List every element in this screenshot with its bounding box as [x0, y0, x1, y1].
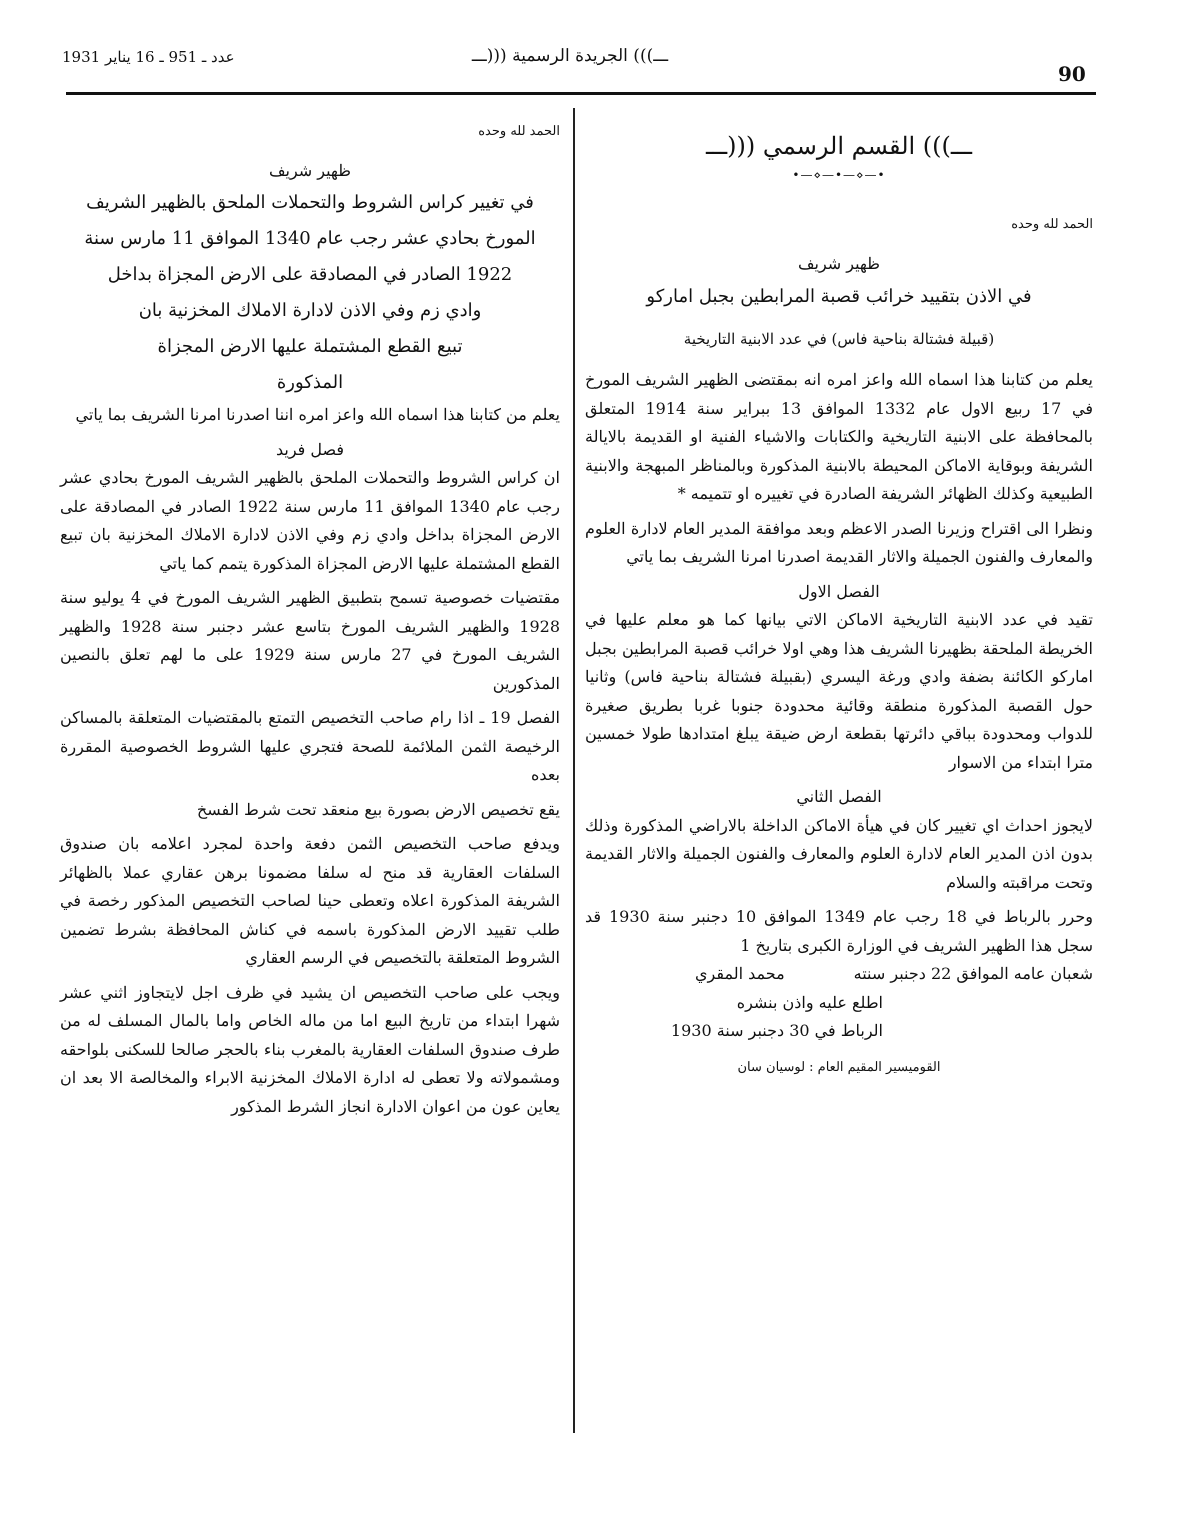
special-provisions: مقتضيات خصوصية تسمح بتطبيق الظهير الشريف المورخ في 4 يوليو سنة 1928 والظهير الشريف المورخ بتاسع عشر دجنبر سنة 1928 والظهير الشريف المورخ في 27 مارس سنة 1929 على ما لهم تعلق بالنصين المذكورين: [60, 588, 561, 693]
praise-line: الحمد لله وحده: [1011, 217, 1093, 232]
dahir-proposal: ونظرا الى اقتراح وزيرنا الصدر الاعظم وبعد موافقة المدير العام لادارة العلوم والمعارف والفنون الجميلة والاثار القديمة اصدرنا امرنا الشريف بما ياتي: [585, 518, 1093, 566]
article-2-text: لايجوز احداث اي تغيير كان في هيأة الاماكن الداخلة بالاراضي المذكورة وذلك بدون اذن المدير العام لادارة العلوم والمعارف والفنون الجميلة والاثار القديمة وتحت مراقبته والسلام: [585, 815, 1093, 892]
payment-clause: ويدفع صاحب التخصيص الثمن دفعة واحدة لمجرد اعلامه بان صندوق السلفات العقارية قد منح له سلفا مضمونا برهن عقاري عملا بالظهائر الشريفة المذكورة اعلاه وتعطى حينا لصاحب التخصيص المذكور رخصة في طلب تقييد الارض المذكورة باسمه في كناش المحافظة بشرط تضمين الشروط المتعلقة بالتخصيص في الرسم العقاري: [60, 834, 560, 967]
dahir-label: ظهير شريف: [797, 253, 881, 273]
article-text: ان كراس الشروط والتحملات الملحق بالظهير الشريف المورخ بحادي عشر رجب عام 1340 الموافق 11 مارس سنة 1922 الصادر في المصادقة على الارض المجزاة بداخل وادي زم وفي الاذن لادارة الاملاك المخزنية بان تبيع القطع المشتملة عليها الارض المجزاة المذكورة يتمم كما ياتي: [60, 468, 560, 573]
closing-date: شعبان عامه الموافق 22 دجنبر سنته: [853, 964, 1093, 983]
dahir-subject-line: تبيع القطع المشتملة عليها الارض المجزاة: [157, 336, 463, 357]
closing-text: وحرر بالرباط في 18 رجب عام 1349 الموافق 10 دجنبر سنة 1930 قد سجل هذا الظهير الشريف في الوزارة الكبرى بتاريخ 1: [585, 907, 1093, 955]
commissioner-line: القوميسير المقيم العام : لوسيان سان: [737, 1059, 941, 1075]
official-section-title: ـــ))) القسم الرسمي (((ـــ: [706, 132, 972, 160]
dahir-intro: يعلم من كتابنا هذا اسماه الله واعز امره اننا اصدرنا امرنا الشريف بما ياتي: [75, 405, 560, 424]
dahir-subject-line: (قبيلة فشتالة بناحية فاس) في عدد الابنية التاريخية: [683, 330, 995, 348]
dahir-intro: يعلم من كتابنا هذا اسماه الله واعز امره انه بمقتضى الظهير الشريف المورخ في 17 ربيع الاول عام 1332 الموافق 13 ببراير سنة 1914 المتعلق بالمحافظة على الابنية التاريخية والكتابات والاشياء الفنية او القديمة بالايالة الشريفة وبوقاية الاماكن المحيطة بالابنية المذكورة وبالمناظر المبهجة والابنية الطبيعية وكذلك الظهائر الشريفة الصادرة في تغييره او تتميمه *: [585, 370, 1094, 503]
obligation-clause: ويجب على صاحب التخصيص ان يشيد في ظرف اجل لايتجاوز اثني عشر شهرا ابتداء من تاريخ البيع اما من ماله الخاص واما بالمال المسلف له من طرف صندوق السلفات العقارية بالمغرب بناء بالحجر صالحا للسكنى بلواحقه ومشمولاته ولا تعطى له ادارة الاملاك المخزنية الابراء والمخالصة الا بعد ان يعاين عون من اعوان الادارة انجاز الشرط المذكور: [60, 982, 561, 1116]
dahir-subject-line: في تغيير كراس الشروط والتحملات الملحق بالظهير الشريف: [86, 192, 534, 213]
article-1-text: تقيد في عدد الابنية التاريخية الاماكن الاتي بيانها كما هو معلم عليها في الخريطة الملحقة بظهيرنا الشريف هذا وهي اولا خرائب قصبة المرابطين بجبل امارکو الكائنة بضفة وادي ورغة اليسري (بقبيلة فشتالة بناحية فاس) وثانيا حول القصبة المذكورة منطقة وقائية محدودة جنوبا غربا بطريق صغيرة للدواب ومحدودة بباقي دائرتها بقطعة ارض ضيقة يبلغ امتدادها طولا خمسين مترا ابتداء من الاسوار: [585, 610, 1093, 772]
dahir-subject-line: في الاذن بتقييد خرائب قصبة المرابطين بجبل امارکو: [646, 286, 1032, 307]
gazette-title: ـــ))) الجريدة الرسمية (((ـــ: [471, 46, 669, 66]
dahir-subject: [585, 278, 1093, 358]
dahir-subject-line: المذكورة: [276, 372, 344, 393]
header-rule: [66, 92, 1096, 95]
column-divider: [573, 108, 575, 1433]
article-title: فصل فريد: [275, 439, 345, 459]
article-2-title: الفصل الثاني: [796, 787, 882, 806]
dahir-subject-line: 1922 الصادر في المصادقة على الارض المجزاة بداخل: [107, 264, 513, 285]
issue-date: عدد ـ 951 ـ 16 يناير 1931: [62, 48, 235, 66]
left-column: [60, 118, 560, 1127]
approval-date: الرباط في 30 دجنبر سنة 1930: [670, 1021, 883, 1040]
dahir-subject: [60, 185, 560, 401]
right-column: [585, 118, 1093, 1082]
article-1-title: الفصل الاول: [798, 581, 880, 601]
dahir-label: ظهير شريف: [268, 160, 352, 180]
signature-row: [585, 960, 1093, 989]
signatory-name: محمد المقري: [695, 964, 785, 983]
ornament-divider: •—⋄—•—⋄—•: [792, 167, 886, 182]
sale-clause: يقع تخصيص الارض بصورة بيع منعقد تحت شرط الفسخ: [196, 799, 560, 819]
approval-line: اطلع عليه واذن بنشره: [736, 992, 883, 1012]
praise-line: الحمد لله وحده: [478, 124, 560, 139]
chapter-19: الفصل 19 ـ اذا رام صاحب التخصيص التمتع بالمقتضيات المتعلقة بالمساكن الرخيصة الثمن الملائمة للصحة فتجري عليها الشروط الخصوصية المقررة بعده: [60, 708, 560, 784]
dahir-subject-line: وادي زم وفي الاذن لادارة الاملاك المخزنية بان: [138, 300, 482, 321]
dahir-subject-line: المورخ بحادي عشر رجب عام 1340 الموافق 11 مارس سنة: [84, 228, 536, 249]
page-number: 90: [1058, 62, 1086, 86]
